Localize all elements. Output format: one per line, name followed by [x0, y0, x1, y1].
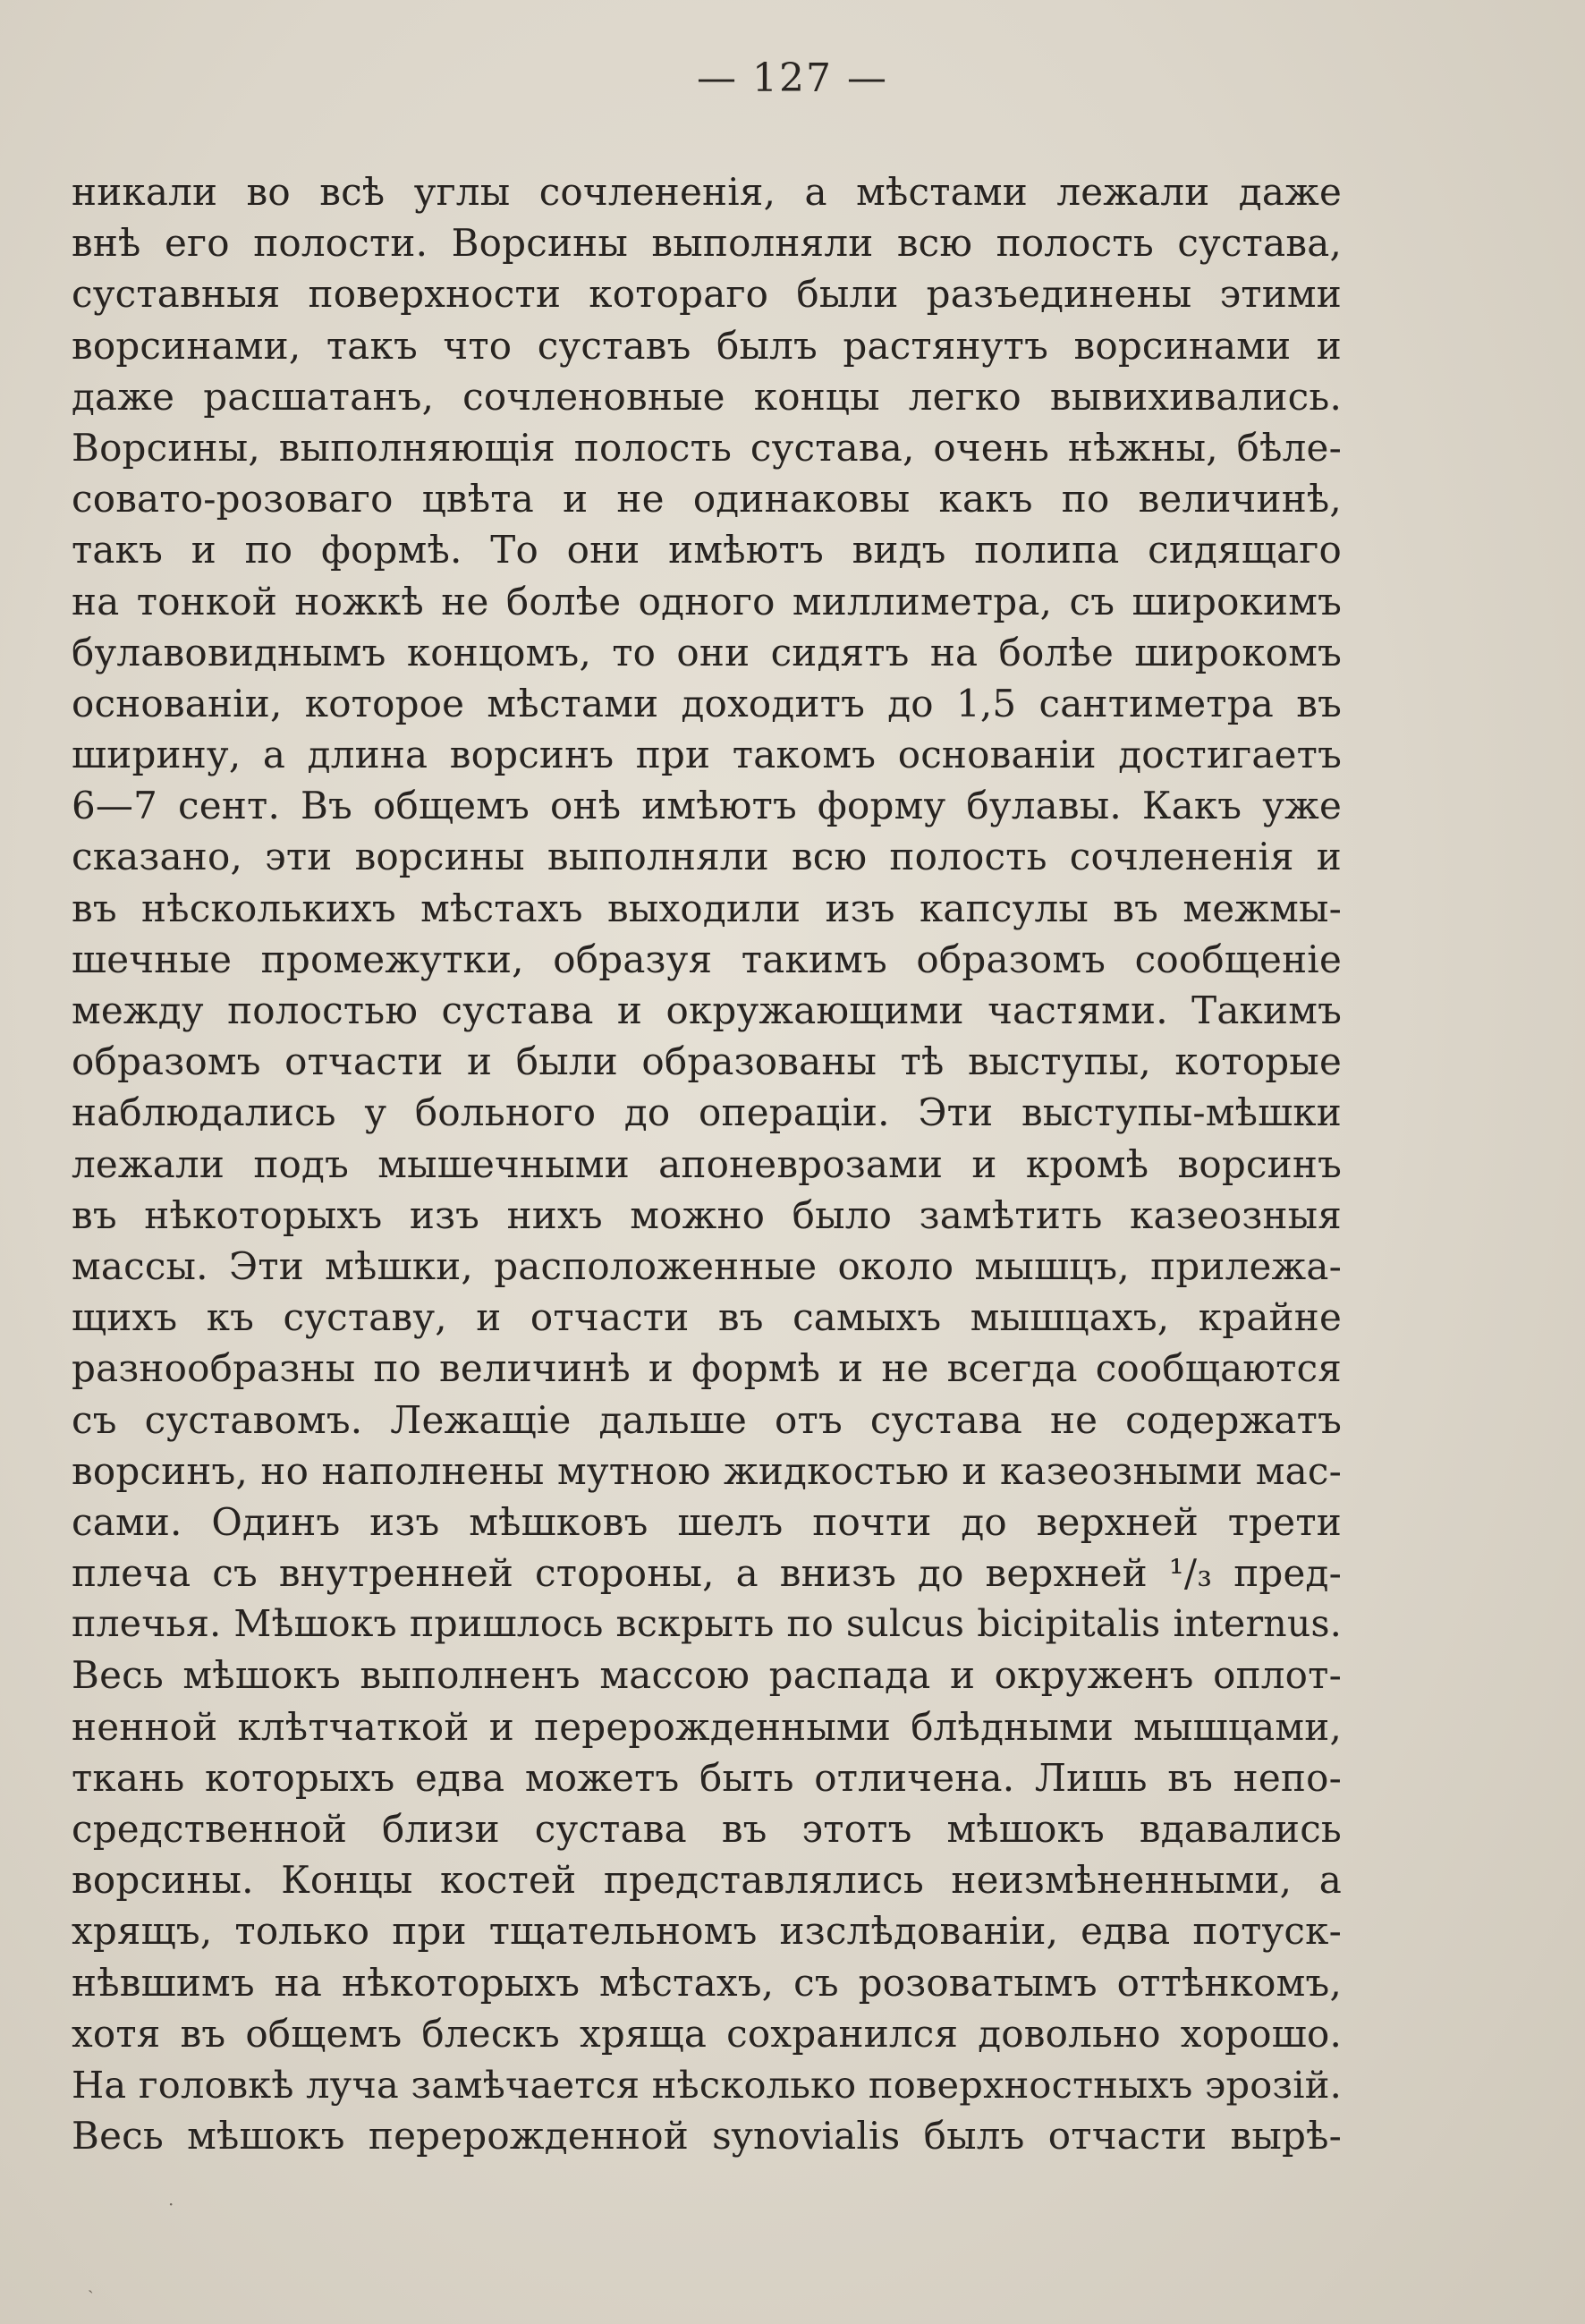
body-text [72, 166, 1342, 2161]
text-line: Весь мѣшокъ перерожденной synovialis былъ отчасти вырѣ- [72, 2114, 1342, 2159]
text-line: 6—7 сент. Въ общемъ онѣ имѣютъ форму булавы. Какъ уже [72, 784, 1342, 828]
text-line: сами. Одинъ изъ мѣшковъ шелъ почти до верхней трети [72, 1499, 1342, 1544]
text-line: средственной близи сустава въ этотъ мѣшокъ вдавались [72, 1807, 1342, 1851]
text-line: наблюдались у больного до операціи. Эти выступы-мѣшки [72, 1090, 1342, 1135]
text-line: внѣ его полости. Ворсины выполняли всю полость сустава, [72, 221, 1342, 266]
text-line: ненной клѣтчаткой и перерожденными блѣдными мышцами, [72, 1704, 1342, 1749]
text-line: плечья. Мѣшокъ пришлось вскрыть по sulcus bicipitalis internus. [72, 1602, 1342, 1646]
text-line: образомъ отчасти и были образованы тѣ выступы, которые [72, 1039, 1342, 1084]
text-line: совато-розоваго цвѣта и не одинаковы какъ по величинѣ, [72, 477, 1342, 522]
text-line: Ворсины, выполняющія полость сустава, очень нѣжны, бѣле- [72, 425, 1342, 470]
text-line: массы. Эти мѣшки, расположенные около мышцъ, прилежа- [72, 1243, 1342, 1288]
text-line: никали во всѣ углы сочлененія, а мѣстами лежали даже [72, 170, 1342, 214]
text-line: сказано, эти ворсины выполняли всю полость сочлененія и [72, 835, 1342, 879]
text-line: между полостью сустава и окружающими частями. Такимъ [72, 988, 1342, 1032]
ink-speck: ˎ [88, 2272, 94, 2294]
text-line: ворсинами, такъ что суставъ былъ растянутъ ворсинами и [72, 323, 1342, 368]
text-line: даже расшатанъ, сочленовные концы легко вывихивались. [72, 374, 1342, 419]
ink-speck: · [168, 2193, 174, 2215]
text-line: ткань которыхъ едва можетъ быть отличена. Лишь въ непо- [72, 1755, 1342, 1800]
text-line: нѣвшимъ на нѣкоторыхъ мѣстахъ, съ розоватымъ оттѣнкомъ, [72, 1960, 1342, 2005]
text-line: шечные промежутки, образуя такимъ образомъ сообщеніе [72, 937, 1342, 981]
text-line: На головкѣ луча замѣчается нѣсколько поверхностныхъ эрозій. [72, 2062, 1342, 2107]
text-line: Весь мѣшокъ выполненъ массою распада и окруженъ оплот- [72, 1653, 1342, 1698]
text-line: суставныя поверхности котораго были разъединены этими [72, 272, 1342, 317]
text-line: на тонкой ножкѣ не болѣе одного миллиметра, съ широкимъ [72, 579, 1342, 623]
text-line: булавовиднымъ концомъ, то они сидятъ на болѣе широкомъ [72, 630, 1342, 674]
text-line: ворсины. Концы костей представлялись неизмѣненными, а [72, 1858, 1342, 1903]
text-line: ширину, а длина ворсинъ при такомъ основаніи достигаетъ [72, 733, 1342, 777]
text-line: основаніи, которое мѣстами доходитъ до 1,5 сантиметра въ [72, 681, 1342, 725]
text-line: разнообразны по величинѣ и формѣ и не всегда сообщаются [72, 1346, 1342, 1391]
page-number: — 127 — [697, 55, 888, 101]
text-line: хотя въ общемъ блескъ хряща сохранился довольно хорошо. [72, 2011, 1342, 2056]
text-line: въ нѣсколькихъ мѣстахъ выходили изъ капсулы въ межмы- [72, 886, 1342, 930]
text-line: въ нѣкоторыхъ изъ нихъ можно было замѣтить казеозныя [72, 1192, 1342, 1237]
text-line: съ суставомъ. Лежащіе дальше отъ сустава не содержатъ [72, 1397, 1342, 1442]
text-line: ворсинъ, но наполнены мутною жидкостью и казеозными мас- [72, 1448, 1342, 1493]
text-line: хрящъ, только при тщательномъ изслѣдованіи, едва потуск- [72, 1909, 1342, 1954]
text-line: щихъ къ суставу, и отчасти въ самыхъ мышцахъ, крайне [72, 1295, 1342, 1340]
text-line: лежали подъ мышечными апоневрозами и кромѣ ворсинъ [72, 1141, 1342, 1186]
text-line: плеча съ внутренней стороны, а внизъ до верхней ¹/₃ пред- [72, 1551, 1342, 1596]
text-line: такъ и по формѣ. То они имѣютъ видъ полипа сидящаго [72, 528, 1342, 573]
